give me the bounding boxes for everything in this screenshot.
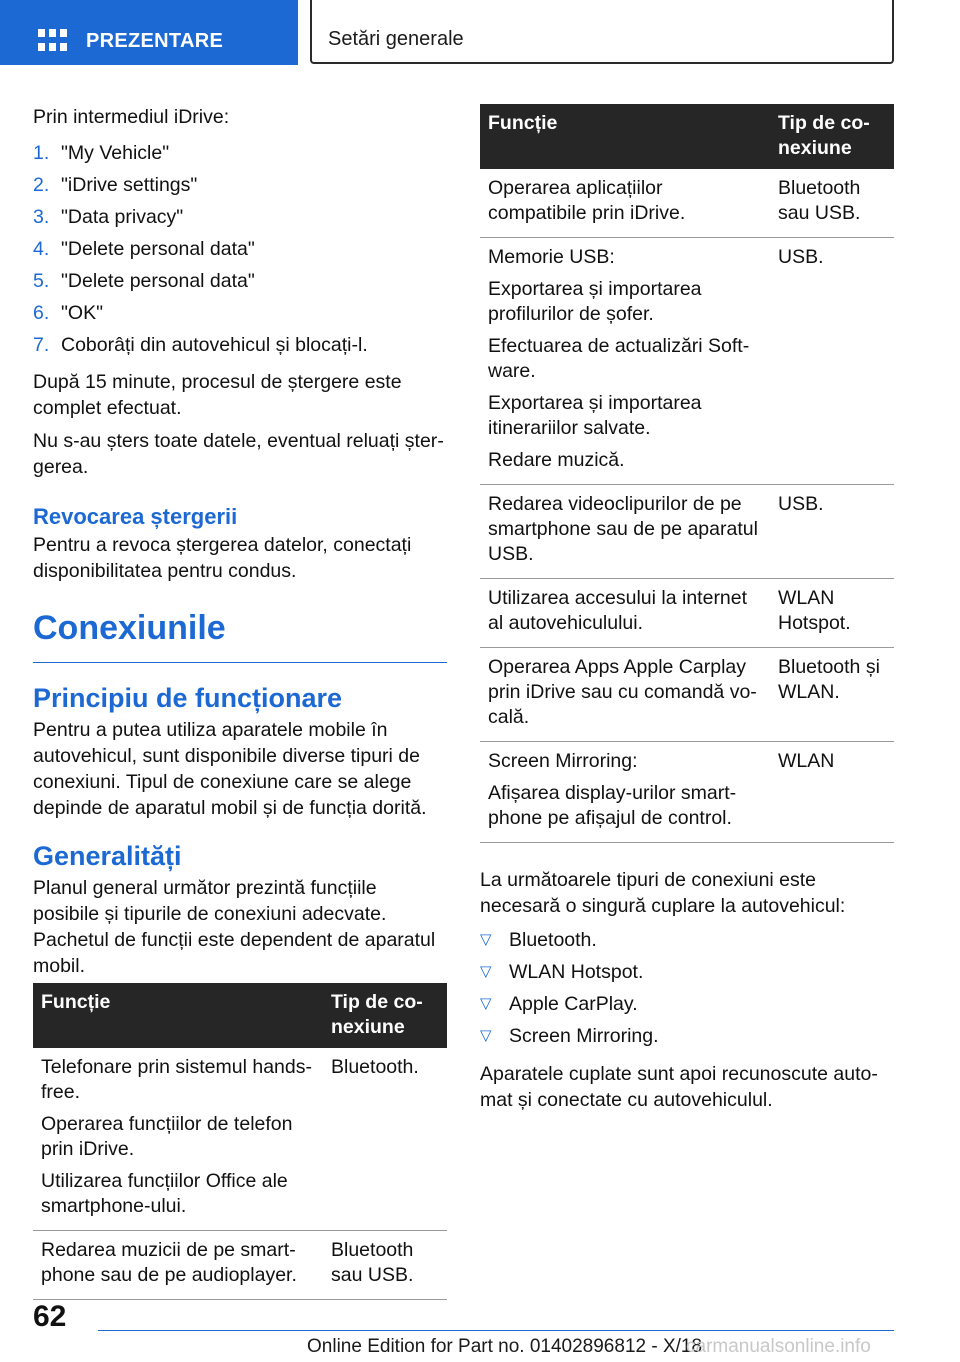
overview-nav-label: PREZENTARE: [86, 30, 224, 52]
table-row: [33, 1048, 447, 1231]
function-cell: [480, 579, 770, 648]
table-row: [480, 648, 894, 742]
step-number: 6.: [33, 302, 50, 324]
principle-text: Pentru a putea utiliza aparatele mobile în autovehicul, sunt disponibile diverse tipuri de conexiuni. Tipul de conexiune care se alege depinde de aparatul mobil și de funcția dorită.: [33, 719, 427, 819]
connection-type-cell: USB.: [770, 238, 894, 485]
connection-type-cell: USB.: [770, 485, 894, 579]
revoke-heading: Revocarea ștergerii: [33, 504, 238, 529]
triangle-bullet-icon: ▽: [480, 931, 492, 948]
edition-text: Online Edition for Part no. 01402896812 - X/18: [307, 1336, 703, 1357]
connections-heading: Conexiunile: [33, 608, 447, 663]
list-item: [33, 140, 447, 172]
step-number: 3.: [33, 206, 50, 228]
bullet-text: Apple CarPlay.: [509, 993, 638, 1015]
left-column: [33, 104, 447, 1300]
cell-text: Telefonare prin sistemul hands-free.: [41, 1056, 312, 1103]
list-item: [480, 991, 894, 1023]
cell-text: Exportarea și importarea itinerariilor salvate.: [488, 392, 702, 439]
intro-text: Prin intermediul iDrive:: [33, 106, 230, 128]
connection-type-cell: Bluetooth.: [323, 1048, 447, 1231]
steps-list: [33, 140, 447, 364]
step-text: "OK": [61, 302, 104, 324]
table-header-row: [33, 983, 447, 1048]
step-number: 5.: [33, 270, 50, 292]
triangle-bullet-icon: ▽: [480, 1027, 492, 1044]
list-item: [33, 300, 447, 332]
cell-text: Operarea Apps Apple Carplay prin iDrive sau cu comandă vocală.: [488, 656, 757, 728]
column-header-connection-type: Tip de conexiune: [323, 983, 447, 1048]
cell-text: Efectuarea de actualizări Software.: [488, 335, 750, 382]
list-item: [480, 959, 894, 991]
footer-divider: [98, 1330, 894, 1331]
bullet-text: Screen Mirroring.: [509, 1025, 659, 1047]
list-item: [33, 236, 447, 268]
function-cell: [480, 648, 770, 742]
section-title: Setări generale: [328, 28, 464, 50]
cell-text: Exportarea și importarea profilurilor de șofer.: [488, 278, 702, 325]
step-number: 7.: [33, 334, 50, 356]
cell-text: Operarea aplicațiilor compatibile prin iDrive.: [488, 177, 686, 224]
column-header-function: Funcție: [480, 104, 770, 169]
bullet-text: WLAN Hotspot.: [509, 961, 644, 983]
table-row: [480, 485, 894, 579]
paired-devices-text: Aparatele cuplate sunt apoi recunoscute automat și conectate cu autovehiculul.: [480, 1063, 878, 1111]
list-item: [33, 268, 447, 300]
function-cell: [33, 1231, 323, 1300]
function-cell: [480, 169, 770, 238]
bullet-text: Bluetooth.: [509, 929, 597, 951]
table-row: [480, 238, 894, 485]
cell-text: Redarea videoclipurilor de pe smartphone sau de pe aparatul USB.: [488, 493, 758, 565]
cell-text: Operarea funcțiilor de telefon prin iDrive.: [41, 1113, 293, 1160]
cell-text: Redare muzică.: [488, 449, 625, 471]
functions-table-right: [480, 104, 894, 843]
principle-heading: Principiu de funcționare: [33, 683, 343, 713]
watermark-text: carmanualsonline.info: [686, 1336, 871, 1357]
general-heading: Generalități: [33, 841, 182, 871]
function-cell: [33, 1048, 323, 1231]
step-text: "Delete personal data": [61, 238, 255, 260]
page-number: 62: [33, 1300, 67, 1333]
function-cell: [480, 742, 770, 843]
cell-text: Afișarea display-urilor smartphone pe afișajul de control.: [488, 782, 737, 829]
list-item: [33, 172, 447, 204]
table-row: [480, 742, 894, 843]
grid-menu-icon: [38, 29, 68, 51]
table-row: [480, 579, 894, 648]
table-header-row: [480, 104, 894, 169]
connection-type-cell: WLAN: [770, 742, 894, 843]
column-header-connection-type: Tip de conexiune: [770, 104, 894, 169]
cell-text: Memorie USB:: [488, 246, 615, 268]
right-column: [480, 104, 894, 1120]
connection-types-list: [480, 927, 894, 1055]
connection-type-cell: Bluetooth sau USB.: [323, 1231, 447, 1300]
step-text: "Data privacy": [61, 206, 184, 228]
step-text: "Delete personal data": [61, 270, 255, 292]
step-number: 1.: [33, 142, 50, 164]
list-item: [480, 927, 894, 959]
list-item: [33, 204, 447, 236]
cell-text: Utilizarea accesului la internet al autovehiculului.: [488, 587, 748, 634]
triangle-bullet-icon: ▽: [480, 963, 492, 980]
table-row: [33, 1231, 447, 1300]
connection-type-cell: WLAN Hotspot.: [770, 579, 894, 648]
connection-type-cell: Bluetooth sau USB.: [770, 169, 894, 238]
column-header-function: Funcție: [33, 983, 323, 1048]
triangle-bullet-icon: ▽: [480, 995, 492, 1012]
table-row: [480, 169, 894, 238]
step-number: 2.: [33, 174, 50, 196]
revoke-text: Pentru a revoca ștergerea datelor, conectați disponibilitatea pentru condus.: [33, 534, 412, 582]
list-item: [480, 1023, 894, 1055]
step-number: 4.: [33, 238, 50, 260]
deletion-complete-text: După 15 minute, procesul de ștergere este complet efectuat.: [33, 371, 402, 419]
deletion-retry-text: Nu s-au șters toate datele, eventual reluați ștergerea.: [33, 430, 444, 478]
overview-nav-button[interactable]: [0, 0, 298, 65]
function-cell: [480, 238, 770, 485]
cell-text: Utilizarea funcțiilor Office ale smartphone-ului.: [41, 1170, 288, 1217]
section-header: [310, 0, 894, 64]
functions-table-left: [33, 983, 447, 1300]
step-text: Coborâți din autovehicul și blocați-l.: [61, 334, 368, 356]
cell-text: Screen Mirroring:: [488, 750, 638, 772]
function-cell: [480, 485, 770, 579]
list-item: [33, 332, 447, 364]
general-text: Planul general următor prezintă funcțiile posibile și tipurile de conexiuni adecvate. Pachetul de funcții este dependent de aparatul mobil.: [33, 877, 436, 977]
connection-type-cell: Bluetooth și WLAN.: [770, 648, 894, 742]
cell-text: Redarea muzicii de pe smartphone sau de pe audioplayer.: [41, 1239, 297, 1286]
pairing-text: La următoarele tipuri de conexiuni este necesară o singură cuplare la autovehicul:: [480, 869, 846, 917]
top-bar: [0, 0, 960, 66]
step-text: "iDrive settings": [61, 174, 198, 196]
step-text: "My Vehicle": [61, 142, 170, 164]
